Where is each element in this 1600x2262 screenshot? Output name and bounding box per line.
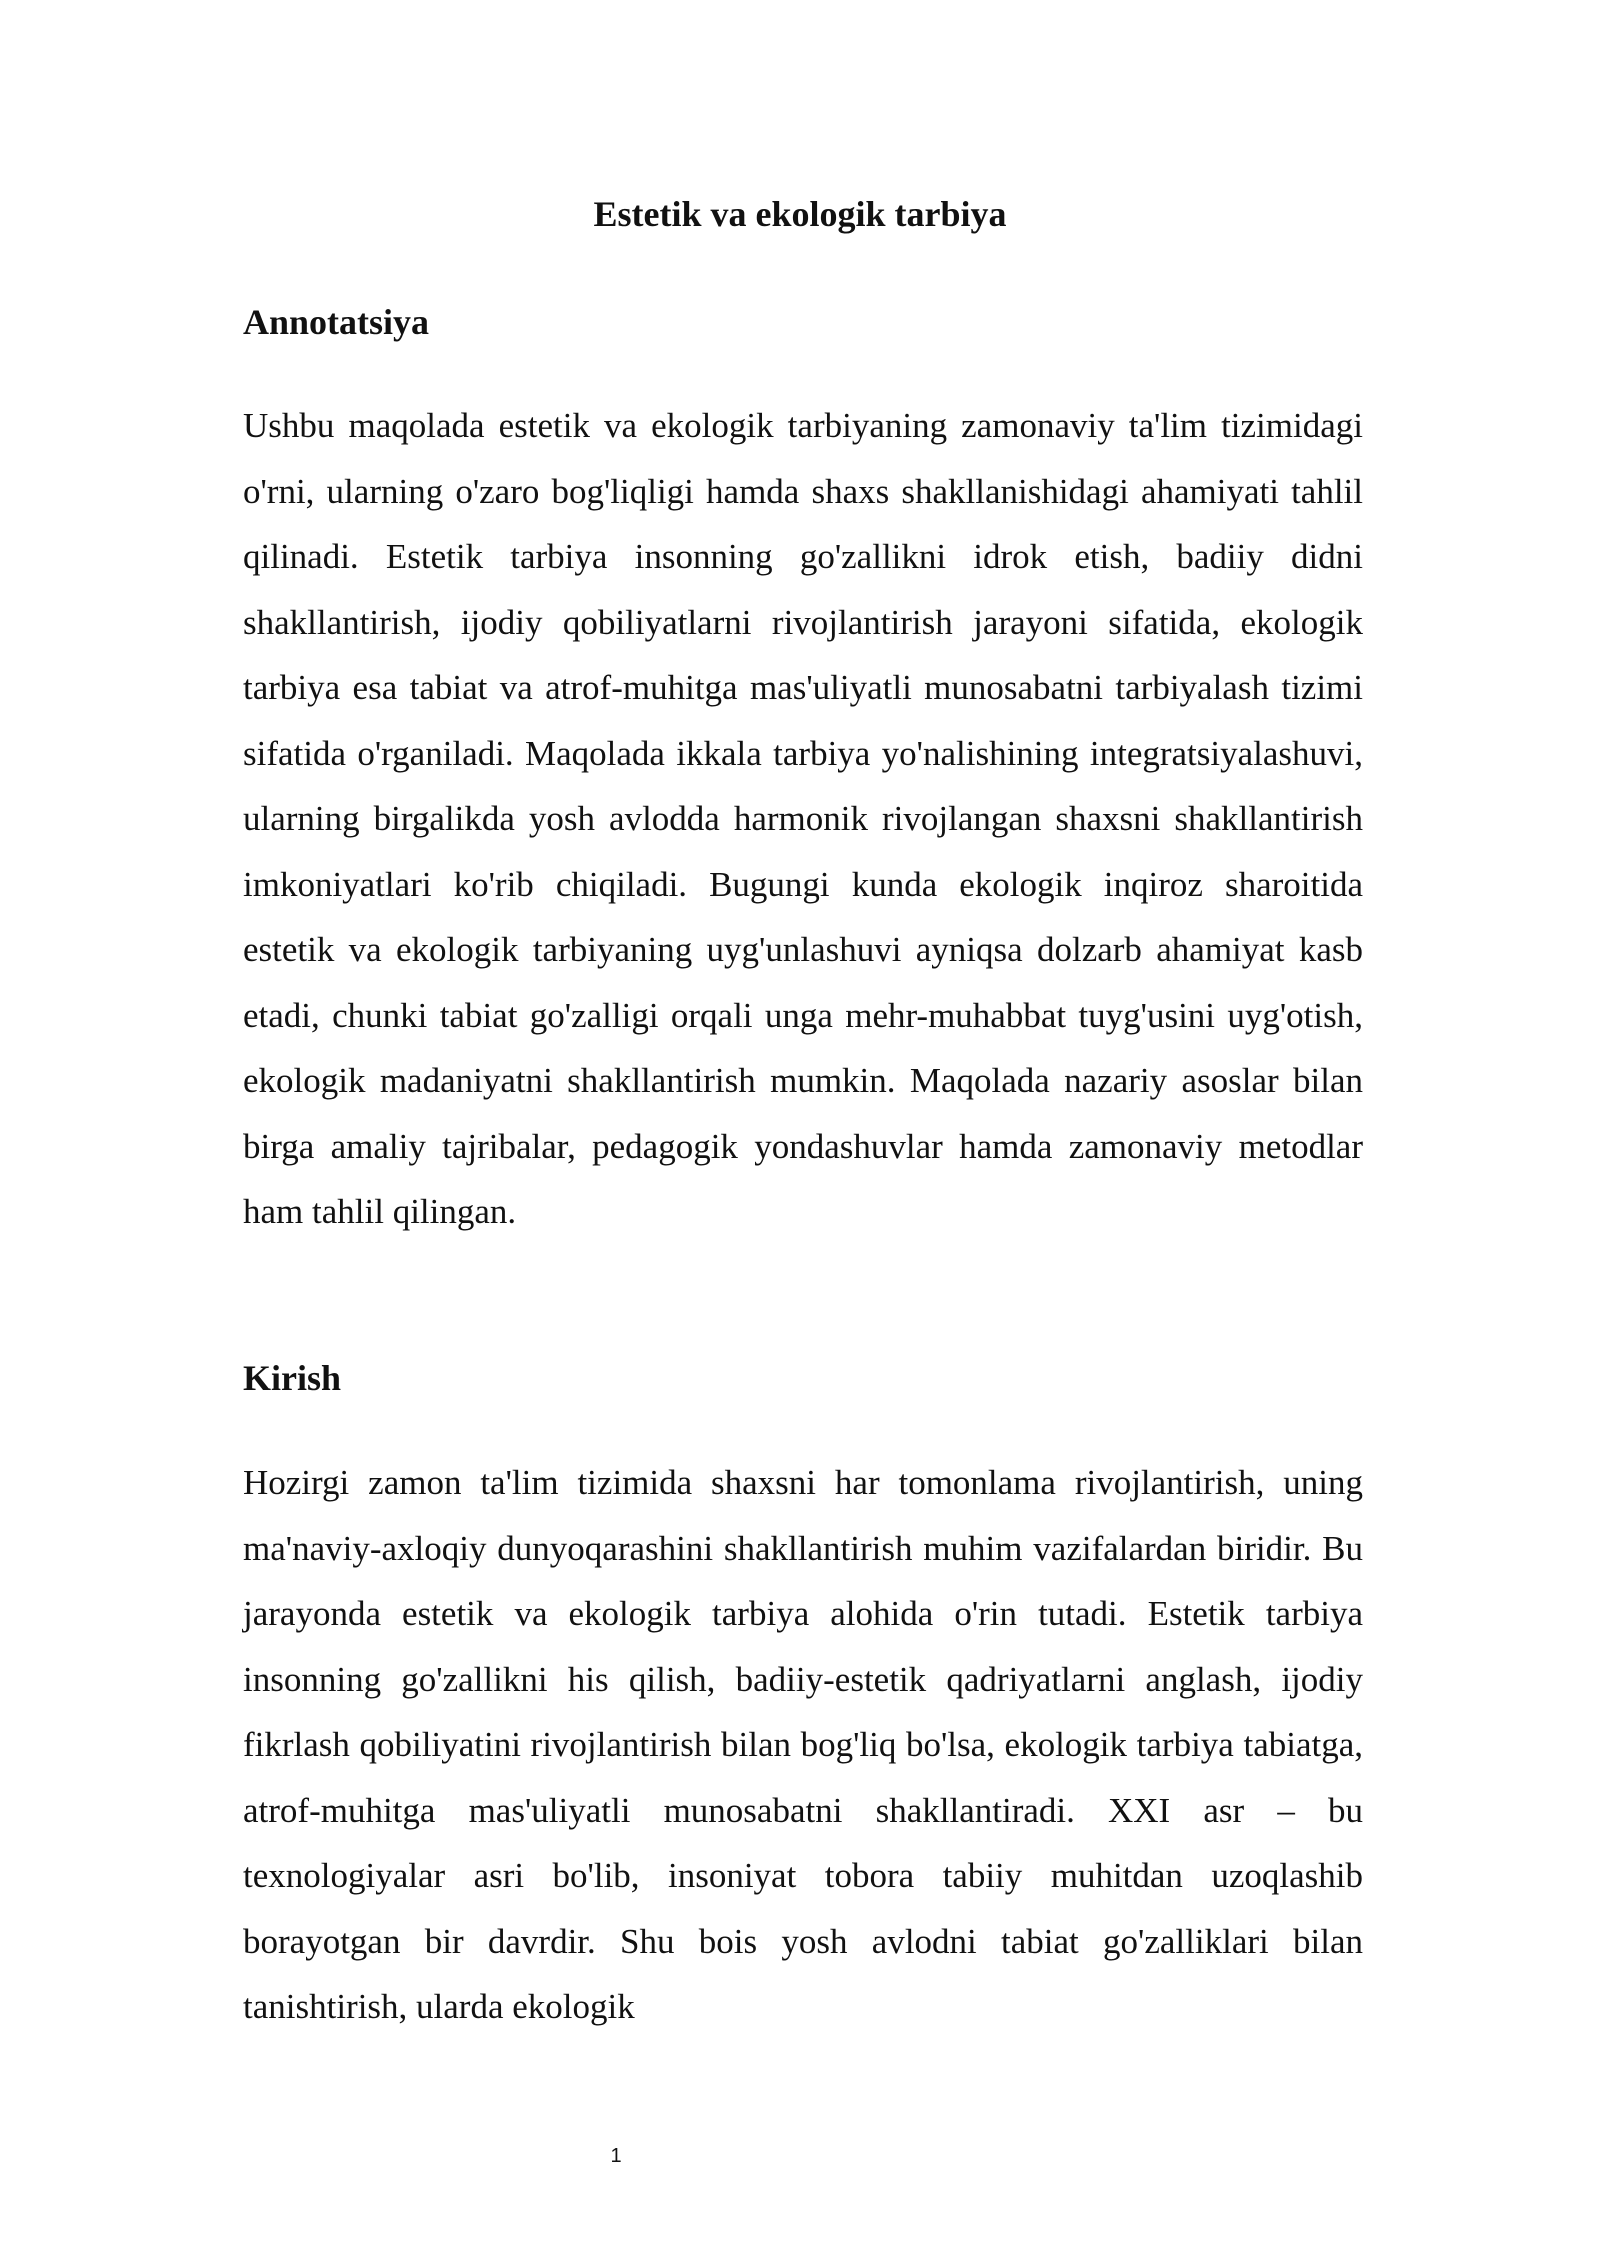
section-heading-kirish: Kirish [243, 1358, 342, 1398]
page-number: 1 [610, 2145, 622, 2167]
annotation-paragraph: Ushbu maqolada estetik va ekologik tarbiyaning zamonaviy ta'lim tizimidagi o'rni, ularning o'zaro bog'liqligi hamda shaxs shakllanishidagi ahamiyati tahlil qilinadi. Estetik tarbiya insonning go'zallikni idrok etish, badiiy didni shakllantirish, ijodiy qobiliyatlarni rivojlantirish jarayoni sifatida, ekologik tarbiya esa tabiat va atrof-muhitga mas'uliyatli munosabatni tarbiyalash tizimi sifatida o'rganiladi. Maqolada ikkala tarbiya yo'nalishining integratsiyalashuvi, ularning birgalikda yosh avlodda harmonik rivojlangan shaxsni shakllantirish imkoniyatlari ko'rib chiqiladi. Bugungi kunda ekologik inqiroz sharoitida estetik va ekologik tarbiyaning uyg'unlashuvi ayniqsa dolzarb ahamiyat kasb etadi, chunki tabiat go'zalligi orqali unga mehr-muhabbat tuyg'usini uyg'otish, ekologik madaniyatni shakllantirish mumkin. Maqolada nazariy asoslar bilan birga amaliy tajribalar, pedagogik yondashuvlar hamda zamonaviy metodlar ham tahlil qilingan. [243, 406, 1363, 1231]
section-heading-annotatsiya: Annotatsiya [243, 302, 430, 342]
introduction-paragraph: Hozirgi zamon ta'lim tizimida shaxsni har tomonlama rivojlantirish, uning ma'naviy-axloqiy dunyoqarashini shakllantirish muhim vazifalardan biridir. Bu jarayonda estetik va ekologik tarbiya alohida o'rin tutadi. Estetik tarbiya insonning go'zallikni his qilish, badiiy-estetik qadriyatlarni anglash, ijodiy fikrlash qobiliyatini rivojlantirish bilan bog'liq bo'lsa, ekologik tarbiya tabiatga, atrof-muhitga mas'uliyatli munosabatni shakllantiradi. XXI asr – bu texnologiyalar asri bo'lib, insoniyat tobora tabiiy muhitdan uzoqlashib borayotgan bir davrdir. Shu bois yosh avlodni tabiat go'zalliklari bilan tanishtirish, ularda ekologik [243, 1463, 1363, 2026]
document-title: Estetik va ekologik tarbiya [593, 194, 1007, 234]
